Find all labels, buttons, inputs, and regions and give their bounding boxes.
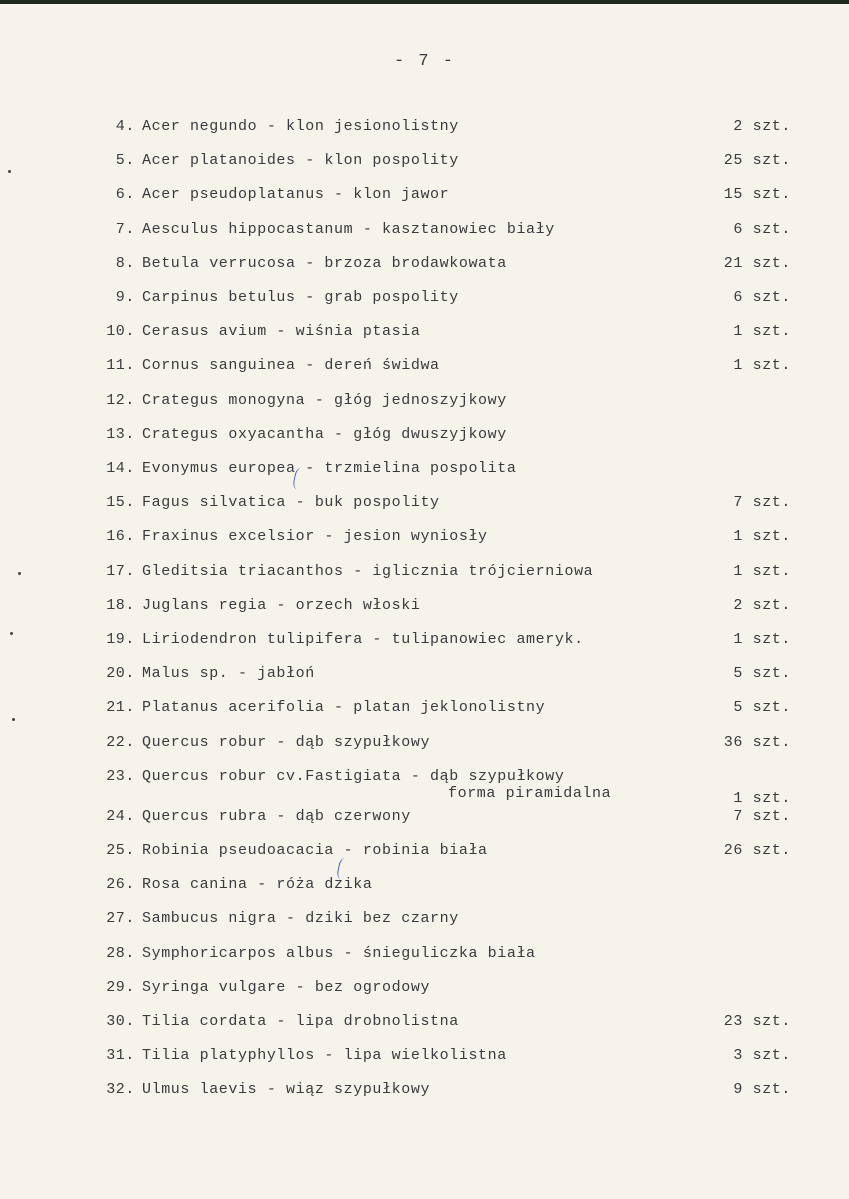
item-number: 9.: [115, 289, 135, 306]
page-number: - 7 -: [393, 52, 455, 71]
item-number: 26.: [106, 876, 135, 894]
species-name: Syringa vulgare - bez ogrodowy: [142, 978, 431, 996]
list-item: [0, 597, 849, 631]
quantity: 9 szt.: [733, 1081, 791, 1099]
quantity: 1 szt.: [733, 562, 791, 580]
margin-mark: [12, 718, 15, 721]
quantity: 2 szt.: [733, 118, 791, 135]
species-name: Malus sp. - jabłoń: [142, 665, 315, 683]
species-name: Aesculus hippocastanum - kasztanowiec biały: [142, 220, 555, 238]
item-number: 5.: [115, 152, 135, 170]
quantity: 1 szt.: [733, 528, 791, 546]
item-number: 32.: [106, 1081, 135, 1099]
quantity: 1 szt.: [733, 323, 791, 341]
quantity: 36 szt.: [723, 733, 791, 751]
species-name: Tilia platyphyllos - lipa wielkolistna: [142, 1047, 507, 1065]
item-number: 28.: [106, 944, 135, 962]
list-item: [0, 255, 849, 289]
list-item: [0, 734, 849, 768]
list-item: [0, 289, 849, 323]
item-number: 18.: [106, 596, 135, 614]
species-name: Betula verrucosa - brzoza brodawkowata: [142, 254, 507, 272]
quantity: 26 szt.: [723, 842, 791, 859]
species-name: Juglans regia - orzech włoski: [142, 596, 421, 614]
list-item: [0, 699, 849, 733]
item-number: 25.: [106, 842, 135, 859]
species-name: Symphoricarpos albus - śnieguliczka biała: [142, 944, 536, 962]
list-item: [0, 118, 849, 152]
list-item: [0, 221, 849, 255]
item-number: 21.: [106, 699, 135, 717]
species-name: Rosa canina - róża dzika: [142, 876, 373, 894]
species-name-continuation: forma piramidalna: [448, 784, 612, 802]
item-number: 4.: [115, 118, 135, 135]
list-item: [0, 494, 849, 528]
quantity: 1 szt.: [733, 789, 791, 807]
list-item: [0, 842, 849, 876]
species-name: Sambucus nigra - dziki bez czarny: [142, 910, 459, 928]
item-number: 30.: [106, 1013, 135, 1030]
item-number: 15.: [106, 494, 135, 512]
species-name: Evonymus europea - trzmielina pospolita: [142, 460, 517, 477]
species-name: Liriodendron tulipifera - tulipanowiec ameryk.: [142, 631, 584, 648]
list-item: [0, 1047, 849, 1081]
item-number: 13.: [106, 425, 135, 443]
quantity: 1 szt.: [733, 357, 791, 375]
quantity: 5 szt.: [733, 665, 791, 683]
species-name: Quercus robur - dąb szypułkowy: [142, 733, 431, 751]
quantity: 6 szt.: [733, 289, 791, 306]
list-item: [0, 1013, 849, 1047]
list-item: [0, 767, 849, 807]
species-name: Acer pseudoplatanus - klon jawor: [142, 186, 450, 204]
species-name: Robinia pseudoacacia - robinia biała: [142, 842, 488, 859]
item-number: 23.: [106, 767, 135, 785]
list-item: [0, 1081, 849, 1115]
quantity: 7 szt.: [733, 494, 791, 512]
species-name: Fraxinus excelsior - jesion wyniosły: [142, 528, 488, 546]
item-number: 22.: [106, 733, 135, 751]
item-number: 20.: [106, 665, 135, 683]
species-name: Cerasus avium - wiśnia ptasia: [142, 323, 421, 341]
list-item: [0, 665, 849, 699]
species-name: Carpinus betulus - grab pospolity: [142, 289, 459, 306]
quantity: 7 szt.: [733, 807, 791, 825]
list-item: [0, 631, 849, 665]
list-item: [0, 426, 849, 460]
species-name: Crategus oxyacantha - głóg dwuszyjkowy: [142, 425, 507, 443]
list-item: [0, 979, 849, 1013]
item-number: 6.: [115, 186, 135, 204]
item-number: 16.: [106, 528, 135, 546]
item-number: 24.: [106, 807, 135, 825]
item-number: 10.: [106, 323, 135, 341]
item-number: 31.: [106, 1047, 135, 1065]
list-item: [0, 945, 849, 979]
quantity: 5 szt.: [733, 699, 791, 717]
margin-mark: [8, 170, 11, 173]
species-name: Cornus sanguinea - dereń świdwa: [142, 357, 440, 375]
species-name: Gleditsia triacanthos - iglicznia trójcierniowa: [142, 562, 594, 580]
list-item: [0, 323, 849, 357]
species-name: Platanus acerifolia - platan jeklonolistny: [142, 699, 546, 717]
list-item: [0, 357, 849, 391]
species-name: Crategus monogyna - głóg jednoszyjkowy: [142, 391, 507, 409]
species-name: Acer platanoides - klon pospolity: [142, 152, 459, 170]
species-name: Tilia cordata - lipa drobnolistna: [142, 1013, 459, 1030]
item-number: 17.: [106, 562, 135, 580]
quantity: 6 szt.: [733, 220, 791, 238]
list-item: [0, 152, 849, 186]
quantity: 2 szt.: [733, 596, 791, 614]
quantity: 23 szt.: [723, 1013, 791, 1030]
item-number: 14.: [106, 460, 135, 477]
item-number: 19.: [106, 631, 135, 648]
list-item: [0, 563, 849, 597]
item-number: 11.: [106, 357, 135, 375]
margin-mark: [18, 572, 21, 575]
species-name: Ulmus laevis - wiąz szypułkowy: [142, 1081, 431, 1099]
list-item: [0, 876, 849, 910]
list-item: [0, 392, 849, 426]
species-name: Acer negundo - klon jesionolistny: [142, 118, 459, 135]
list-item: [0, 910, 849, 944]
list-item: [0, 460, 849, 494]
quantity: 15 szt.: [723, 186, 791, 204]
species-name: Quercus robur cv.Fastigiata - dąb szypułkowy: [142, 767, 565, 785]
species-name: Fagus silvatica - buk pospolity: [142, 494, 440, 512]
list-item: [0, 528, 849, 562]
item-number: 27.: [106, 910, 135, 928]
item-number: 12.: [106, 391, 135, 409]
list-item: [0, 808, 849, 842]
margin-mark: [10, 632, 13, 635]
quantity: 3 szt.: [733, 1047, 791, 1065]
quantity: 1 szt.: [733, 631, 791, 648]
item-number: 8.: [115, 254, 135, 272]
item-number: 29.: [106, 978, 135, 996]
quantity: 25 szt.: [723, 152, 791, 170]
item-number: 7.: [115, 220, 135, 238]
scan-edge: [0, 0, 849, 4]
species-name: Quercus rubra - dąb czerwony: [142, 807, 411, 825]
quantity: 21 szt.: [723, 254, 791, 272]
list-item: [0, 186, 849, 220]
